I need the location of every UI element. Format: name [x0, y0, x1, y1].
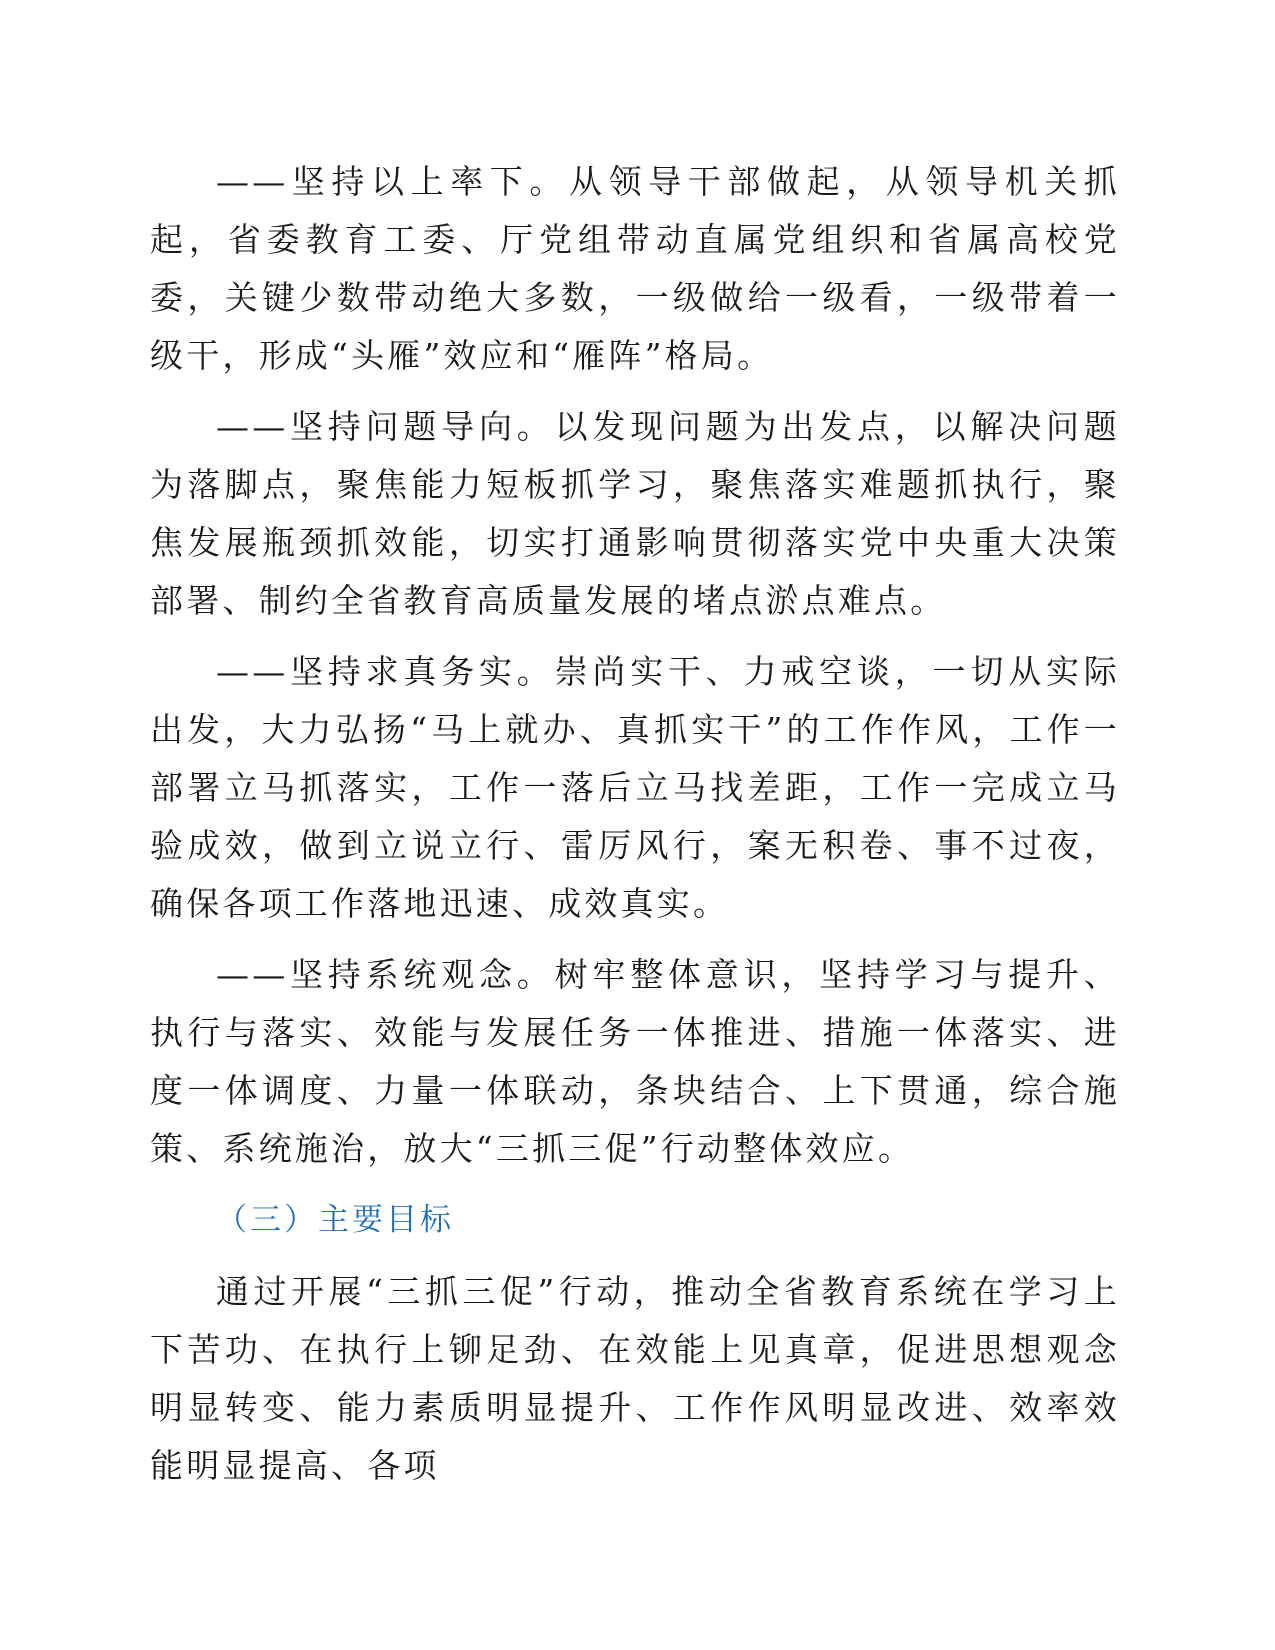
- principle-paragraph-lead-by-example: ——坚持以上率下。从领导干部做起，从领导机关抓起，省委教育工委、厅党组带动直属党组织和省属高校党委，关键少数带动绝大多数，一级做给一级看，一级带着一级干，形成“头雁”效应和“雁阵”格局。: [150, 162, 1120, 375]
- document-body: [150, 153, 1120, 1508]
- principle-paragraph-systems-thinking: ——坚持系统观念。树牢整体意识，坚持学习与提升、执行与落实、效能与发展任务一体推进、措施一体落实、进度一体调度、力量一体联动，条块结合、上下贯通，综合施策、系统施治，放大“三抓三促”行动整体效应。: [150, 955, 1120, 1168]
- principle-paragraph-pragmatic: ——坚持求真务实。崇尚实干、力戒空谈，一切从实际出发，大力弘扬“马上就办、真抓实干”的工作作风，工作一部署立马抓落实，工作一落后立马找差距，工作一完成立马验成效，做到立说立行、雷厉风行，案无积卷、事不过夜，确保各项工作落地迅速、成效真实。: [150, 652, 1120, 923]
- principle-paragraph-problem-oriented: ——坚持问题导向。以发现问题为出发点，以解决问题为落脚点，聚焦能力短板抓学习，聚焦落实难题抓执行，聚焦发展瓶颈抓效能，切实打通影响贯彻落实党中央重大决策部署、制约全省教育高质量发展的堵点淤点难点。: [150, 407, 1120, 620]
- section-heading-main-goals: （三）主要目标: [216, 1202, 454, 1238]
- goals-paragraph: 通过开展“三抓三促”行动，推动全省教育系统在学习上下苦功、在执行上铆足劲、在效能上见真章，促进思想观念明显转变、能力素质明显提升、工作作风明显改进、效率效能明显提高、各项: [150, 1272, 1120, 1485]
